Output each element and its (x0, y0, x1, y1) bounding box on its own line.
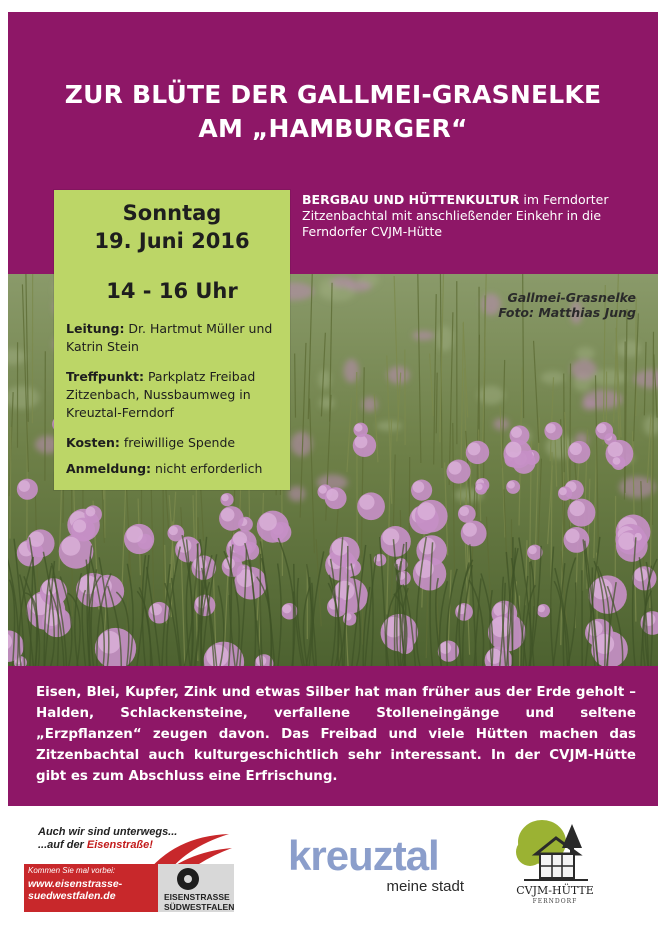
event-info-box (54, 190, 290, 490)
event-day: Sonntag (122, 201, 222, 225)
anmeldung-info (66, 460, 286, 478)
intro-bold: BERGBAU UND HÜTTENKULTUR (302, 192, 520, 207)
title-line-2: AM „HAMBURGER“ (198, 114, 468, 143)
eisenstrasse-tagline-2-pre: ...auf der (38, 839, 87, 851)
kreuztal-wordmark: kreuztal (288, 832, 439, 879)
treffpunkt-label: Treffpunkt: (66, 369, 144, 384)
event-time: 14 - 16 Uhr (106, 279, 238, 303)
eisenstrasse-disc-icon (174, 866, 202, 892)
eisenstrasse-visit: Kommen Sie mal vorbei: (28, 866, 116, 875)
kreuztal-logo (288, 832, 468, 898)
leitung-label: Leitung: (66, 321, 125, 336)
anmeldung-label: Anmeldung: (66, 461, 152, 476)
title-line-1: ZUR BLÜTE DER GALLMEI-GRASNELKE (64, 80, 602, 109)
caption-line-1: Gallmei-Grasnelke (507, 290, 636, 305)
kosten-value: freiwillige Spende (119, 435, 236, 450)
eisenstrasse-url-1: www.eisenstrasse- (28, 878, 123, 890)
eisenstrasse-red-box (24, 864, 158, 912)
kreuztal-tagline: meine stadt (386, 878, 464, 895)
cvjm-hut-icon (514, 818, 596, 886)
treffpunkt-info (66, 368, 286, 422)
cvjm-logo (500, 818, 610, 918)
cvjm-name: CVJM-HÜTTE (516, 884, 594, 897)
eisenstrasse-url-2: suedwestfalen.de (28, 890, 116, 902)
description-text: Eisen, Blei, Kupfer, Zink und etwas Silber hat man früher aus der Erde geholt – Halden, Schlackensteine, verfallene Stolleneingänge und seltene „Erzpflanzen“ zeugen davon. Das Freibad und viele Hütten machen das Zitzenbachtal auch kulturgeschichtlich sehr interessant. In der CVJM-Hütte gibt es zum Abschluss eine Erfrischung. (36, 685, 636, 784)
cvjm-location: FERNDORF (532, 898, 578, 905)
eisenstrasse-name (164, 892, 234, 912)
treffpunkt-value: Parkplatz Freibad Zitzenbach, Nussbaumweg in Kreuztal-Ferndorf (66, 369, 256, 420)
caption-line-2: Foto: Matthias Jung (498, 305, 636, 320)
eisenstrasse-tagline-2-red: Eisenstraße! (86, 839, 153, 851)
anmeldung-value: nicht erforderlich (151, 461, 263, 476)
eisenstrasse-name-2: SÜDWESTFALEN (164, 902, 235, 912)
intro-rest: im Ferndorter Zitzenbachtal mit anschließender Einkehr in die Ferndorfer CVJM-Hütte (302, 192, 609, 239)
leitung-info (66, 320, 286, 356)
page-title (8, 78, 658, 146)
eisenstrasse-tagline-1: Auch wir sind unterwegs... (38, 826, 178, 838)
kosten-info (66, 434, 286, 452)
photo-caption (436, 290, 636, 320)
event-date: 19. Juni 2016 (94, 229, 250, 253)
leitung-value: Dr. Hartmut Müller und Katrin Stein (66, 321, 273, 354)
intro-text (302, 192, 632, 240)
eisenstrasse-name-1: EISENSTRASSE (164, 892, 230, 902)
eisenstrasse-url (28, 878, 122, 902)
kosten-label: Kosten: (66, 435, 120, 450)
eisenstrasse-logo (24, 820, 234, 916)
